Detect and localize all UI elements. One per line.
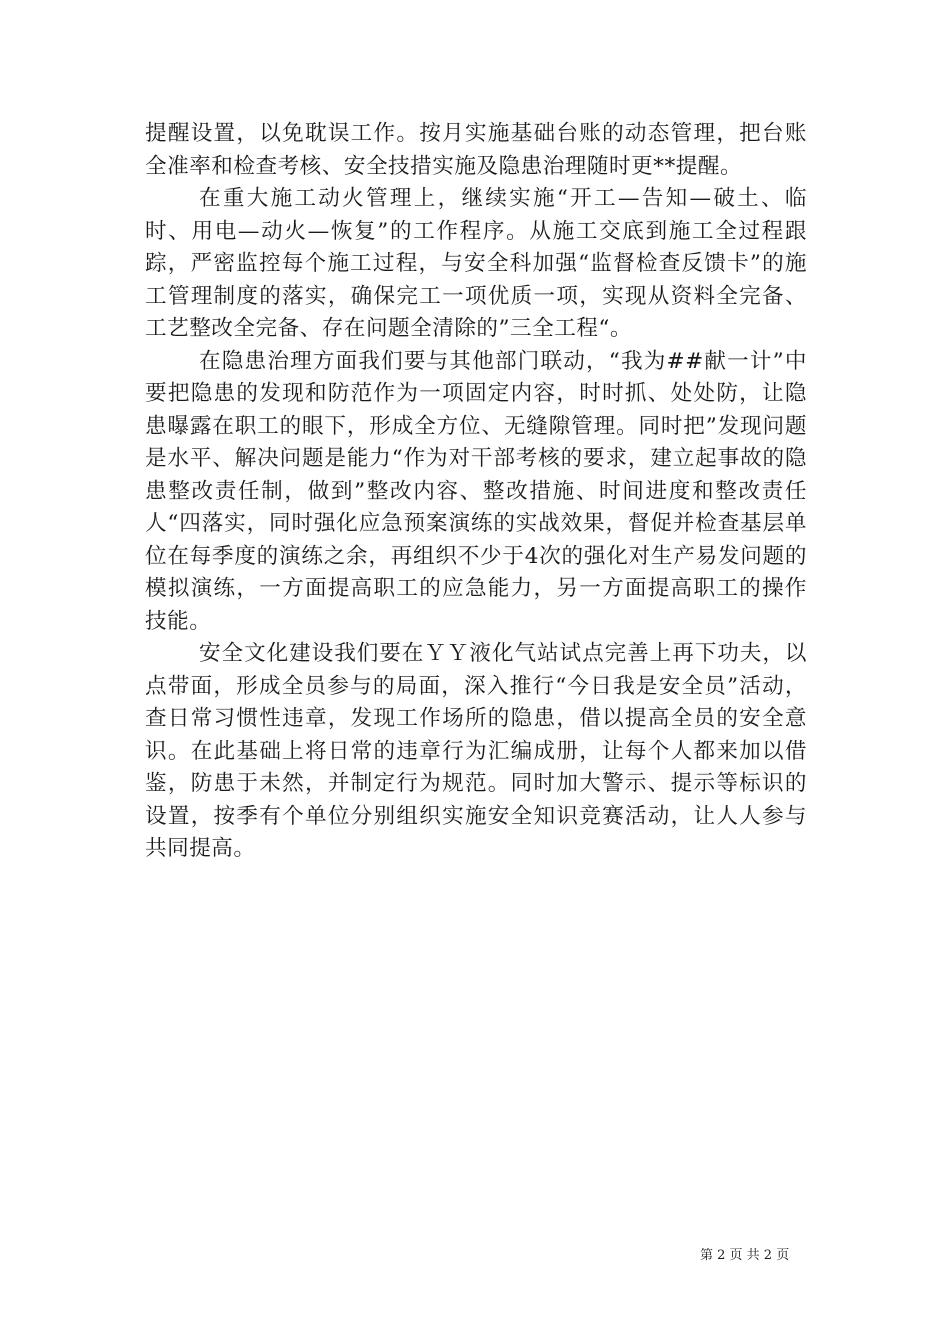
- document-body: [145, 118, 807, 866]
- paragraph-continuation: 提醒设置，以免耽误工作。按月实施基础台账的动态管理，把台账全准率和检查考核、安全技措实施及隐患治理随时更**提醒。: [145, 121, 807, 179]
- paragraph-safety-culture: 安全文化建设我们要在ＹＹ液化气站试点完善上再下功夫，以点带面，形成全员参与的局面，深入推行“今日我是安全员”活动，查日常习惯性违章，发现工作场所的隐患，借以提高全员的安全意识。在此基础上将日常的违章行为汇编成册，让每个人都来加以借鉴，防患于未然，并制定行为规范。同时加大警示、提示等标识的设置，按季有个单位分别组织实施安全知识竞赛活动，让人人参与共同提高。: [145, 641, 807, 861]
- page-number: 第 2 页 共 2 页: [700, 1248, 790, 1263]
- paragraph-hazard-governance: 在隐患治理方面我们要与其他部门联动，“我为##献一计”中要把隐患的发现和防范作为一项固定内容，时时抓、处处防，让隐患曝露在职工的眼下，形成全方位、无缝隙管理。同时把”发现问题是水平、解决问题是能力“作为对干部考核的要求，建立起事故的隐患整改责任制，做到”整改内容、整改措施、时间进度和整改责任人“四落实，同时强化应急预案演练的实战效果，督促并检查基层单位在每季度的演练之余，再组织不少于4次的强化对生产易发问题的模拟演练，一方面提高职工的应急能力，另一方面提高职工的操作技能。: [145, 348, 807, 634]
- paragraph-construction-fire: 在重大施工动火管理上，继续实施“开工—告知—破土、临时、用电—动火—恢复”的工作程序。从施工交底到施工全过程跟踪，严密监控每个施工过程，与安全科加强“监督检查反馈卡”的施工管理制度的落实，确保完工一项优质一项，实现从资料全完备、工艺整改全完备、存在问题全清除的”三全工程“。: [145, 186, 807, 341]
